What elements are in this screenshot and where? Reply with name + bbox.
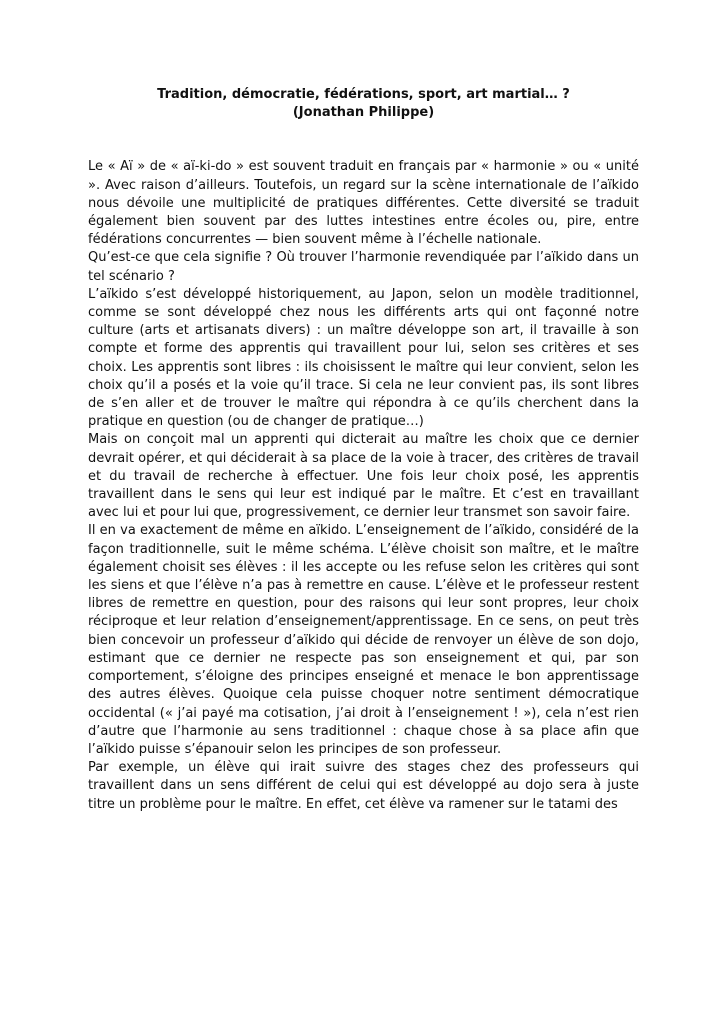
document-page — [88, 86, 639, 814]
document-author: (Jonathan Philippe) — [292, 105, 435, 121]
paragraph-example: Par exemple, un élève qui irait suivre des stages chez des professeurs qui travaillent dans un sens différent de celui qui est développé au dojo sera à juste titre un problème pour le maître. En effet, cet élève va ramener sur le tatami des — [88, 760, 639, 812]
paragraph-question: Qu’est-ce que cela signifie ? Où trouver l’harmonie revendiquée par l’aïkido dans un tel scénario ? — [88, 250, 639, 284]
document-title: Tradition, démocratie, fédérations, sport, art martial… ? — [157, 87, 570, 102]
paragraph-intro: Le « Aï » de « aï-ki-do » est souvent traduit en français par « harmonie » ou « unité ». Avec raison d’ailleurs. Toutefois, un regard sur la scène internationale de l’aïkido nous dévoile une multiplicité de pratiques différentes. Cette diversité se traduit également bien souvent par des luttes intestines entre écoles ou, pire, entre fédérations concurrentes — bien souvent même à l’échelle nationale. — [88, 159, 639, 248]
paragraph-tradition: L’aïkido s’est développé historiquement, au Japon, selon un modèle traditionnel, comme se sont développé chez nous les différents arts qui ont façonné notre culture (arts et artisanats divers) : un maître développe son art, il travaille à son compte et forme des apprentis qui travaillent pour lui, selon ses critères et ses choix. Les apprentis sont libres : ils choisissent le maître qui leur convient, selon les choix qu’il a posés et la voie qu’il trace. Si cela ne leur convient pas, ils sont libres de s’en aller et de trouver le maître qui répondra à ce qu’ils cherchent dans la pratique en question (ou de changer de pratique…) — [88, 286, 639, 430]
paragraph-apprentice: Mais on conçoit mal un apprenti qui dicterait au maître les choix que ce dernier devrait opérer, et qui déciderait à sa place de la voie à tracer, des critères de travail et du travail de recherche à effectuer. Une fois leur choix posé, les apprentis travaillent dans le sens qui leur est indiqué par le maître. Et c’est en travaillant avec lui et pour lui que, progressivement, ce dernier leur transmet son savoir faire. — [88, 432, 639, 521]
title-block — [88, 86, 639, 122]
paragraph-aikido-teaching: Il en va exactement de même en aïkido. L’enseignement de l’aïkido, considéré de la façon traditionnelle, suit le même schéma. L’élève choisit son maître, et le maître également choisit ses élèves : il les accepte ou les refuse selon les critères qui sont les siens et que l’élève n’a pas à remettre en cause. L’élève et le professeur restent libres de remettre en question, pour des raisons qui leur sont propres, leur choix réciproque et leur relation d’enseignement/apprentissage. En ce sens, on peut très bien concevoir un professeur d’aïkido qui décide de renvoyer un élève de son dojo, estimant que ce dernier ne respecte pas son enseignement et qui, par son comportement, s’éloigne des principes enseigné et menace le bon apprentissage des autres élèves. Quoique cela puisse choquer notre sentiment démocratique occidental (« j’ai payé ma cotisation, j’ai droit à l’enseignement ! »), cela n’est rien d’autre que l’harmonie au sens traditionnel : chaque chose à sa place afin que l’aïkido puisse s’épanouir selon les principes de son professeur. — [88, 523, 639, 757]
